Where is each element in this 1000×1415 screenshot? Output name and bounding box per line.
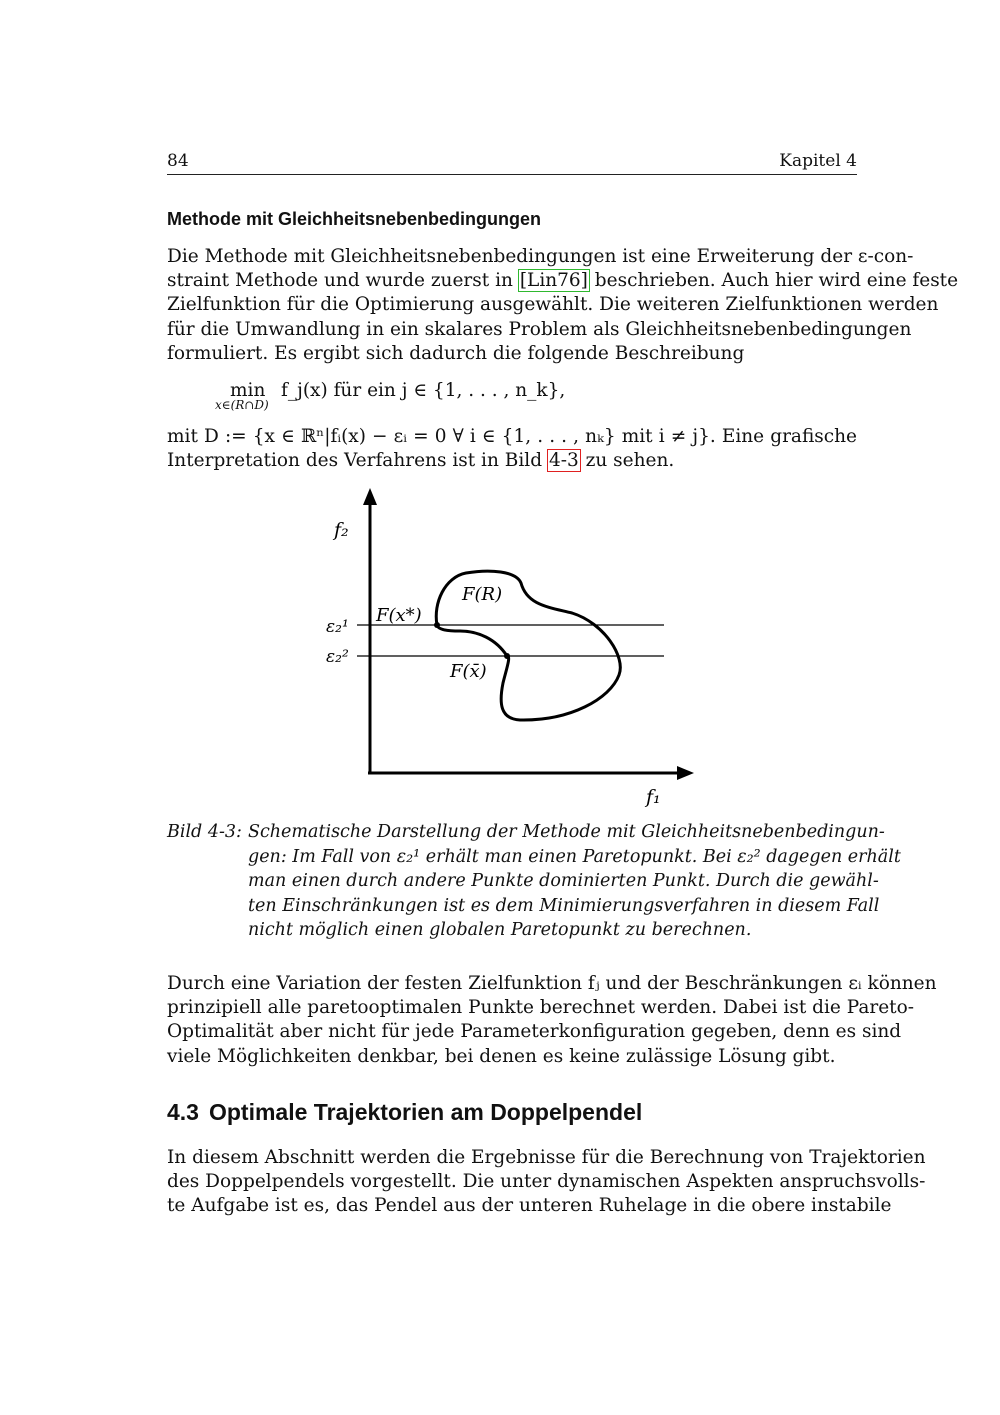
figure-reference-link[interactable]: 4-3 (548, 450, 579, 472)
eps2-label: ε₂² (326, 647, 349, 667)
section-title: Optimale Trajektorien am Doppelpendel (208, 1099, 643, 1125)
text-line: Durch eine Variation der festen Zielfunktion fⱼ und der Beschränkungen εᵢ können (167, 973, 937, 994)
caption-line: man einen durch andere Punkte dominierten Punkt. Durch die gewähl- (248, 871, 879, 891)
text-line: Zielfunktion für die Optimierung ausgewählt. Die weiteren Zielfunktionen werden (167, 294, 939, 316)
chapter-title: Kapitel 4 (779, 151, 857, 171)
subheading: Methode mit Gleichheitsnebenbedingungen (167, 209, 542, 229)
paragraph-section-intro (167, 1146, 926, 1219)
x-axis-label: f₁ (646, 786, 661, 808)
pareto-point-x-star (434, 622, 440, 628)
paragraph-definition (167, 425, 857, 473)
text-line: Interpretation des Verfahrens ist in Bild 4-3 zu sehen. (167, 450, 675, 472)
point-bar-label: F(x̄) (450, 661, 487, 682)
paragraph-variation (167, 972, 937, 1069)
text-line: prinzipiell alle paretooptimalen Punkte berechnet werden. Dabei ist die Pareto- (167, 997, 915, 1019)
region-label: F(R) (462, 584, 503, 605)
text-line: viele Möglichkeiten denkbar, bei denen es keine zulässige Lösung gibt. (167, 1045, 836, 1067)
text-line: te Aufgabe ist es, das Pendel aus der unteren Ruhelage in die obere instabile (167, 1195, 892, 1217)
text-line: für die Umwandlung in ein skalares Problem als Gleichheitsnebenbedingungen (167, 318, 912, 340)
caption-text (248, 820, 901, 943)
eps1-label: ε₂¹ (326, 617, 349, 637)
text-line: Optimalität aber nicht für jede Parameterkonfiguration gegeben, denn es sind (167, 1021, 902, 1043)
caption-line: ten Einschränkungen ist es dem Minimierungsverfahren in diesem Fall (248, 895, 880, 916)
text-line: mit D := {x ∈ ℝⁿ|fᵢ(x) − εᵢ = 0 ∀ i ∈ {1, . . . , nₖ} mit i ≠ j}. Eine grafische (167, 426, 857, 447)
equation-operator: min (230, 380, 266, 401)
page-header (167, 150, 857, 175)
caption-line: nicht möglich einen globalen Paretopunkt zu berechnen. (248, 920, 752, 940)
caption-line: gen: Im Fall von ε₂¹ erhält man einen Paretopunkt. Bei ε₂² dagegen erhält (248, 846, 901, 867)
text-line: formuliert. Es ergibt sich dadurch die folgende Beschreibung (167, 342, 745, 364)
point-star-label: F(x*) (376, 605, 422, 626)
text-line: straint Methode und wurde zuerst in [Lin76] beschrieben. Auch hier wird eine feste (167, 270, 959, 292)
y-axis-label: f₂ (334, 519, 349, 541)
text-line: Die Methode mit Gleichheitsnebenbedingungen ist eine Erweiterung der ε-con- (167, 246, 914, 267)
diagram-svg (320, 485, 710, 815)
figure-pareto-diagram (320, 485, 710, 815)
page-number: 84 (167, 151, 189, 171)
text-line: In diesem Abschnitt werden die Ergebnisse für die Berechnung von Trajektorien (167, 1147, 926, 1168)
equation-body: f_j(x) für ein j ∈ {1, . . . , n_k}, (281, 380, 566, 401)
x-axis-arrow (677, 766, 694, 780)
citation-link[interactable]: [Lin76] (519, 270, 588, 292)
section-heading (167, 1099, 642, 1126)
y-axis-arrow (363, 488, 377, 505)
caption-line: Schematische Darstellung der Methode mit Gleichheitsnebenbedingun- (248, 822, 885, 842)
text-line: des Doppelpendels vorgestellt. Die unter dynamischen Aspekten anspruchsvolls- (167, 1171, 926, 1193)
paragraph-intro (167, 245, 959, 366)
dominated-point-x-bar (504, 653, 510, 659)
equation-subscript: x∈(R∩D) (215, 398, 269, 412)
caption-label: Bild 4-3: (167, 822, 242, 842)
section-number: 4.3 (167, 1099, 199, 1125)
